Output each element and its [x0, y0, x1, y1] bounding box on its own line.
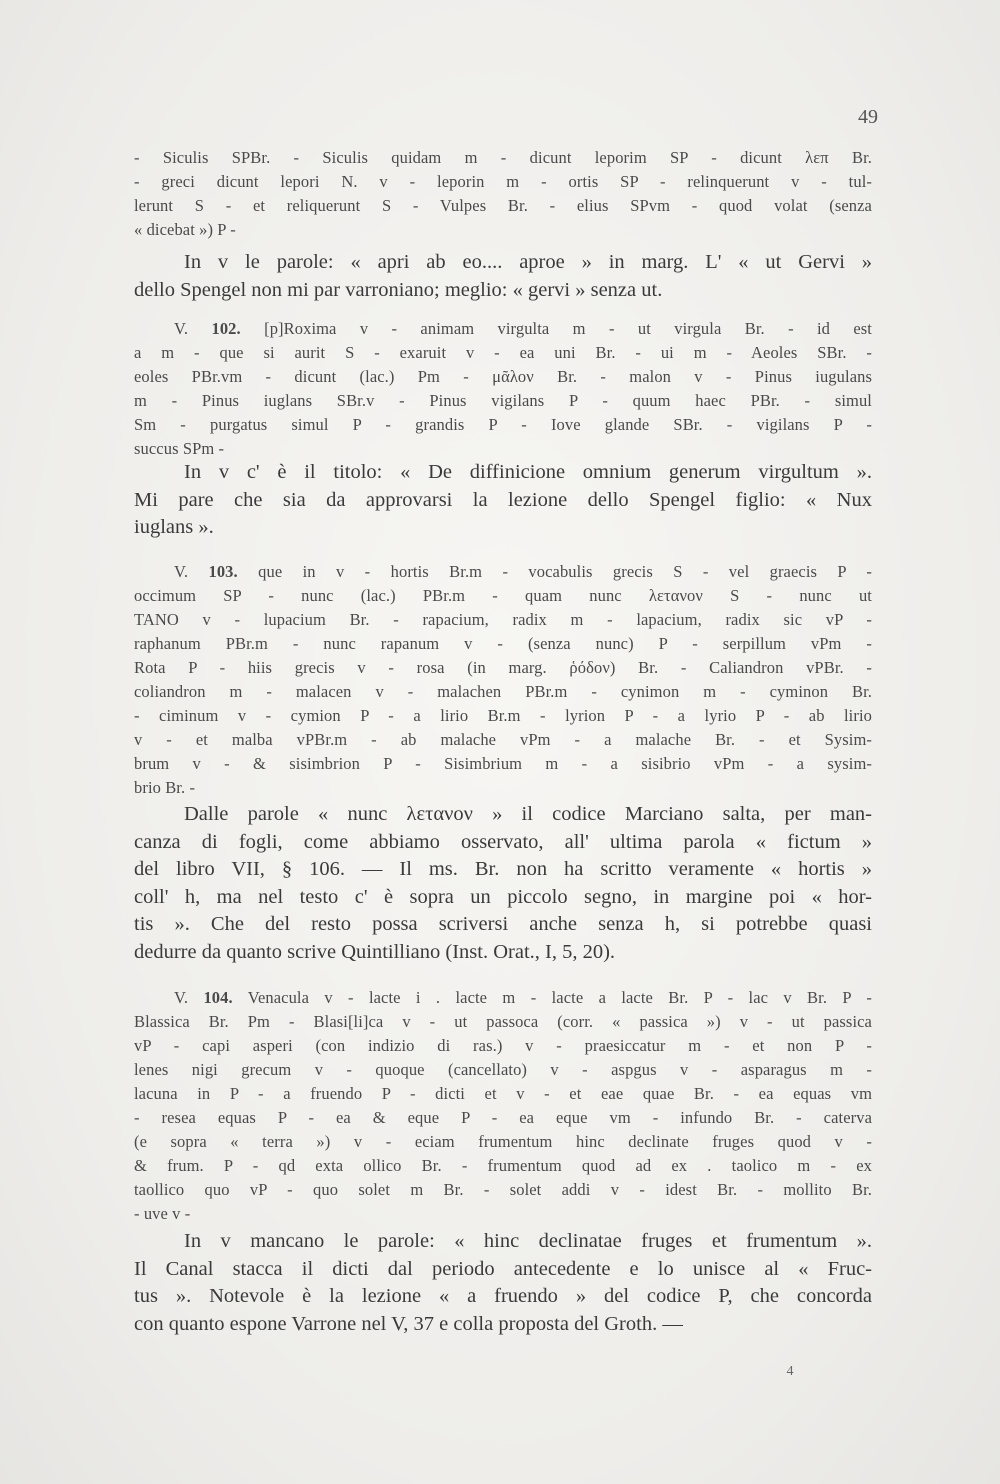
text-line: & frum. P - qd exta ollico Br. - frumentum quod ad ex . taolico m - ex [134, 1156, 872, 1175]
text-line: brum v - & sisimbrion P - Sisimbrium m - a sisibrio vPm - a sysim- [134, 754, 872, 773]
section-102 [134, 317, 872, 461]
text-line: In v mancano le parole: « hinc declinatae fruges et frumentum ». [184, 1230, 872, 1252]
text-line: iuglans ». [134, 516, 214, 538]
text-line: - ciminum v - cymion P - a lirio Br.m - lyrion P - a lyrio P - ab lirio [134, 706, 872, 725]
text-line: « dicebat ») P - [134, 220, 236, 239]
text-line: Sm - purgatus simul P - grandis P - Iove glande SBr. - vigilans P - [134, 415, 872, 434]
text-line: tus ». Notevole è la lezione « a fruendo » del codice P, che concorda [134, 1285, 872, 1307]
section-103 [134, 560, 872, 800]
text-line: - uve v - [134, 1204, 191, 1223]
text-line: dedurre da quanto scrive Quintilliano (Inst. Orat., I, 5, 20). [134, 940, 616, 963]
section-number: 103. [208, 562, 238, 581]
text-line: taollico quo vP - quo solet m Br. - solet addi v - idest Br. - mollito Br. [134, 1180, 872, 1199]
section-number: 104. [203, 988, 233, 1007]
text-line: m - Pinus iuglans SBr.v - Pinus vigilans P - quum haec PBr. - simul [134, 391, 872, 410]
text-line: occimum SP - nunc (lac.) PBr.m - quam nunc λετανον S - nunc ut [134, 586, 872, 605]
text-line: Dalle parole « nunc λετανον » il codice Marciano salta, per man- [184, 803, 872, 825]
comment-103 [134, 801, 872, 966]
signature-mark: 4 [786, 1364, 794, 1379]
text-line: - resea equas P - ea & eque P - ea eque vm - infundo Br. - caterva [134, 1108, 872, 1127]
text-line: Mi pare che sia da approvarsi la lezione dello Spengel figlio: « Nux [134, 488, 872, 511]
text-line: con quanto espone Varrone nel V, 37 e colla proposta del Groth. — [134, 1312, 683, 1335]
text-line: Venacula v - lacte i . lacte m - lacte a lacte Br. P - lac v Br. P - [247, 988, 872, 1007]
text-line: brio Br. - [134, 778, 196, 797]
text-line: Blassica Br. Pm - Blasi[li]ca v - ut passoca (corr. « passica ») v - ut passica [134, 1012, 872, 1031]
section-ref: V. [174, 562, 189, 581]
text-line: lerunt S - et reliquerunt S - Vulpes Br. - elius SPvm - quod volat (senza [134, 196, 872, 215]
section-104 [134, 986, 872, 1226]
text-line: que in v - hortis Br.m - vocabulis grecis S - vel graecis P - [258, 562, 872, 581]
text-line: lacuna in P - a fruendo P - dicti et v - et eae quae Br. - ea equas vm [134, 1084, 872, 1103]
text-line: - Siculis SPBr. - Siculis quidam m - dicunt leporim SP - dicunt λεπ Br. [134, 148, 872, 167]
text-line: TANO v - lupacium Br. - rapacium, radix m - lapacium, radix sic vP - [134, 610, 872, 629]
comment-104 [134, 1228, 872, 1338]
text-line: eoles PBr.vm - dicunt (lac.) Pm - μᾶλον Br. - malon v - Pinus iugulans [134, 367, 872, 386]
text-line: raphanum PBr.m - nunc rapanum v - (senza nunc) P - serpillum vPm - [134, 634, 872, 653]
text-line: In v c' è il titolo: « De diffinicione omnium generum virgultum ». [184, 461, 872, 483]
apparatus-1 [134, 146, 872, 242]
section-ref: V. [174, 988, 189, 1007]
text-line: (e sopra « terra ») v - eciam frumentum hinc declinate fruges quod v - [134, 1132, 872, 1151]
comment-102 [134, 459, 872, 542]
section-first-line [134, 560, 872, 584]
text-line: coliandron m - malacen v - malachen PBr.m - cynimon m - cyminon Br. [134, 682, 872, 701]
text-line: [p]Roxima v - animam virgulta m - ut virgula Br. - id est [264, 319, 872, 338]
text-line: canza di fogli, come abbiamo osservato, all' ultima parola « fictum » [134, 830, 872, 853]
text-line: coll' h, ma nel testo c' è sopra un piccolo segno, in margine poi « hor- [134, 885, 872, 908]
section-number: 102. [211, 319, 241, 338]
text-line: v - et malba vPBr.m - ab malache vPm - a malache Br. - et Sysim- [134, 730, 872, 749]
page-number: 49 [858, 106, 878, 128]
text-line: vP - capi asperi (con indizio di ras.) v - praesiccatur m - et non P - [134, 1036, 872, 1055]
text-line: In v le parole: « apri ab eo.... aproe » in marg. L' « ut Gervi » [184, 251, 872, 273]
section-first-line [134, 317, 872, 341]
section-first-line [134, 986, 872, 1010]
text-line: lenes nigi grecum v - quoque (cancellato) v - aspgus v - asparagus m - [134, 1060, 872, 1079]
text-line: Rota P - hiis grecis v - rosa (in marg. ῥόδον) Br. - Caliandron vPBr. - [134, 658, 872, 677]
comment-1 [134, 249, 872, 304]
text-line: - greci dicunt lepori N. v - leporin m - ortis SP - relinquerunt v - tul- [134, 172, 872, 191]
text-line: succus SPm - [134, 439, 225, 458]
text-line: tis ». Che del resto possa scriversi anche senza h, si potrebbe quasi [134, 913, 872, 935]
text-line: dello Spengel non mi par varroniano; meglio: « gervi » senza ut. [134, 278, 663, 301]
section-ref: V. [174, 319, 189, 338]
text-line: a m - que si aurit S - exaruit v - ea uni Br. - ui m - Aeoles SBr. - [134, 343, 872, 362]
text-line: del libro VII, § 106. — Il ms. Br. non ha scritto veramente « hortis » [134, 858, 872, 880]
text-line: Il Canal stacca il dicti dal periodo antecedente e lo unisce al « Fruc- [134, 1257, 872, 1280]
